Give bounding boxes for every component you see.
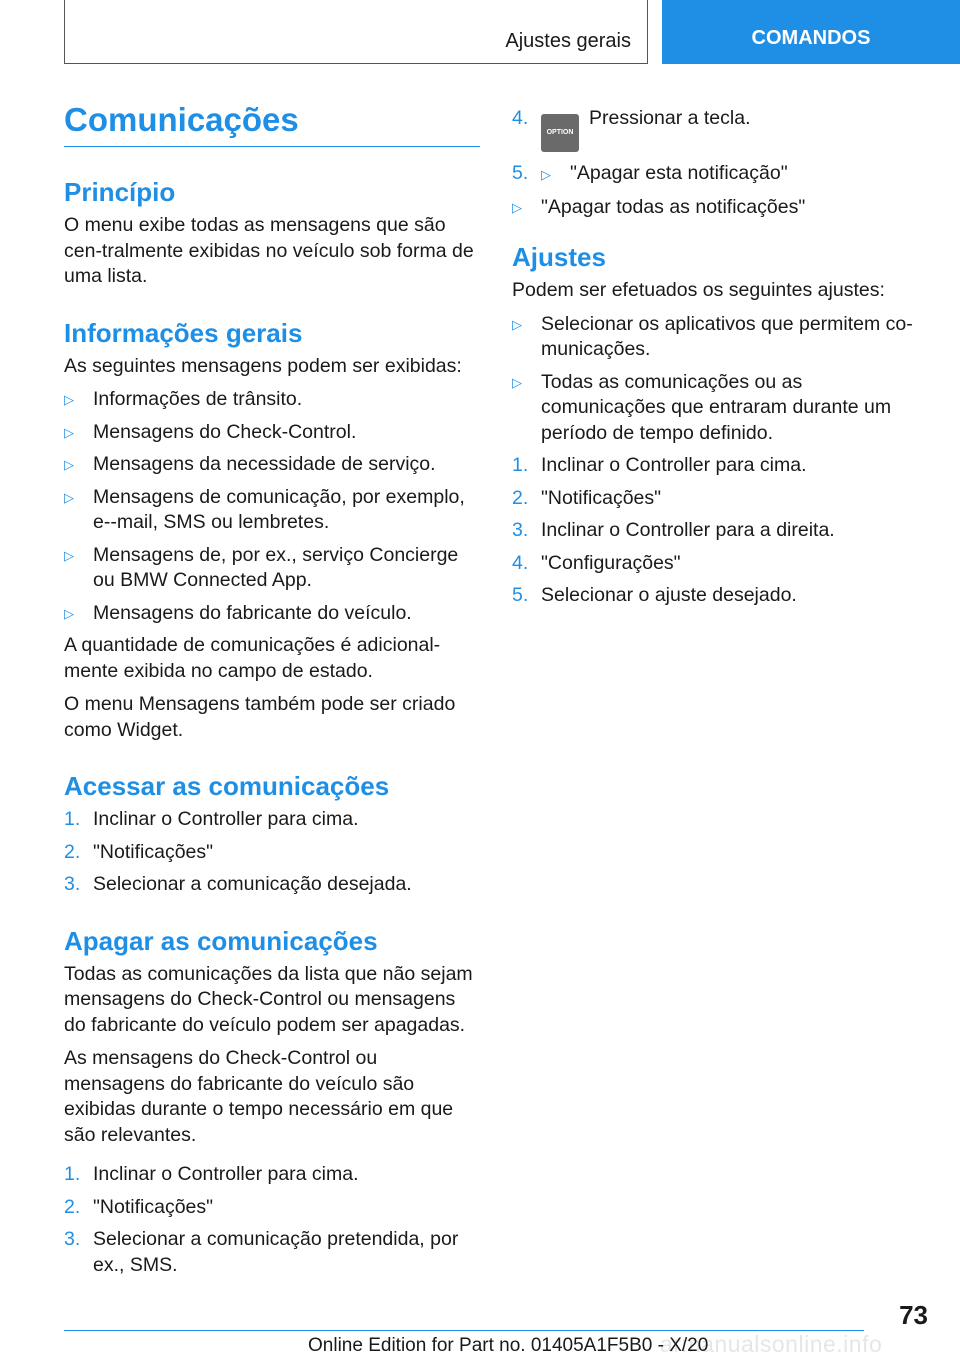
list-item: 4. "Configurações" — [512, 551, 681, 574]
list-item: 1. Inclinar o Controller para cima. — [64, 808, 359, 830]
list-item: ▷ Mensagens de, por ex., serviço Concierge ou BMW Connected App. — [64, 543, 459, 591]
heading-apagar: Apagar as comunicações — [64, 925, 378, 956]
list-item: 2. "Notificações" — [512, 486, 662, 509]
list-item: 3. Selecionar a comunicação desejada. — [64, 873, 412, 895]
header-chapter-tab[interactable]: COMANDOS — [662, 0, 960, 64]
list-item: 3. Inclinar o Controller para a direita. — [512, 519, 835, 541]
list-item: 5. ▷ "Apagar esta notificação" — [512, 161, 932, 188]
list-item: ▷ Mensagens da necessidade de serviço. — [64, 452, 480, 478]
info-paragraph-2: O menu Mensagens também pode ser criado como Widget. — [64, 693, 456, 741]
list-item: 5. Selecionar o ajuste desejado. — [512, 584, 797, 606]
heading-ajustes: Ajustes — [512, 242, 606, 272]
list-item: 2. "Notificações" — [64, 840, 214, 863]
list-item: 4. OPTIONPressionar a tecla. — [512, 106, 932, 152]
left-column — [64, 100, 480, 1285]
bullet-triangle-icon: ▷ — [541, 167, 551, 182]
heading-acessar: Acessar as comunicações — [64, 771, 390, 801]
list-item: ▷ Selecionar os aplicativos que permitem co-municações. — [512, 312, 913, 360]
acessar-steps — [64, 807, 480, 898]
info-list — [64, 387, 480, 626]
list-item: ▷ Mensagens de comunicação, por exemplo, e--mail, SMS ou lembretes. — [64, 485, 465, 533]
footer-watermark: armanualsonline.info — [660, 1331, 883, 1357]
apagar-sub-list — [512, 195, 932, 221]
bullet-triangle-icon: ▷ — [64, 547, 74, 563]
bullet-triangle-icon: ▷ — [512, 374, 522, 390]
right-column — [512, 106, 932, 616]
bullet-triangle-icon: ▷ — [512, 199, 522, 215]
ajustes-steps — [512, 453, 932, 609]
bullet-triangle-icon: ▷ — [64, 392, 74, 407]
bullet-triangle-icon: ▷ — [512, 316, 522, 332]
page-number: 73 — [899, 1300, 928, 1330]
list-item: 3. Selecionar a comunicação pretendida, por ex., SMS. — [64, 1228, 459, 1276]
list-item: ▷ Todas as comunicações ou as comunicações que entraram durante um período de tempo definido. — [512, 370, 892, 444]
info-paragraph-1: A quantidade de comunicações é adicional-mente exibida no campo de estado. — [64, 634, 441, 682]
list-item: 1. Inclinar o Controller para cima. — [512, 454, 807, 476]
list-item: ▷ Informações de trânsito. — [64, 387, 480, 413]
apagar-paragraph-2: As mensagens do Check-Control ou mensagens do fabricante do veículo são exibidas durante o tempo necessário em que são relevantes. — [64, 1047, 454, 1146]
page-title: Comunicações — [64, 100, 480, 147]
bullet-triangle-icon: ▷ — [64, 489, 74, 505]
header-section-title: Ajustes gerais — [505, 30, 631, 52]
apagar-paragraph-1: Todas as comunicações da lista que não sejam mensagens do Check-Control ou mensagens do fabricante do veículo podem ser apagadas. — [64, 962, 473, 1036]
ajustes-list — [512, 312, 932, 447]
option-key-icon: OPTION — [541, 114, 579, 152]
info-intro: As seguintes mensagens podem ser exibidas: — [64, 354, 462, 377]
footer-edition-text: Online Edition for Part no. 01405A1F5B0 - X/20 — [308, 1335, 709, 1356]
list-item: ▷ Mensagens do fabricante do veículo. — [64, 601, 480, 627]
bullet-triangle-icon: ▷ — [64, 424, 74, 440]
list-item: 1. Inclinar o Controller para cima. — [64, 1163, 359, 1185]
list-item: ▷ "Apagar todas as notificações" — [512, 195, 932, 221]
heading-informacoes-gerais: Informações gerais — [64, 317, 303, 348]
bullet-triangle-icon: ▷ — [64, 605, 74, 621]
principio-text: O menu exibe todas as mensagens que são cen-tralmente exibidas no veículo sob forma de uma lista. — [64, 214, 474, 287]
list-item: ▷ Mensagens do Check-Control. — [64, 420, 480, 446]
ajustes-intro: Podem ser efetuados os seguintes ajustes: — [512, 279, 885, 301]
list-item: 2. "Notificações" — [64, 1195, 214, 1218]
heading-principio: Princípio — [64, 177, 176, 207]
bullet-triangle-icon: ▷ — [64, 457, 74, 472]
apagar-steps — [64, 1162, 480, 1278]
apagar-steps-continued — [512, 106, 932, 188]
header-box — [64, 0, 648, 64]
